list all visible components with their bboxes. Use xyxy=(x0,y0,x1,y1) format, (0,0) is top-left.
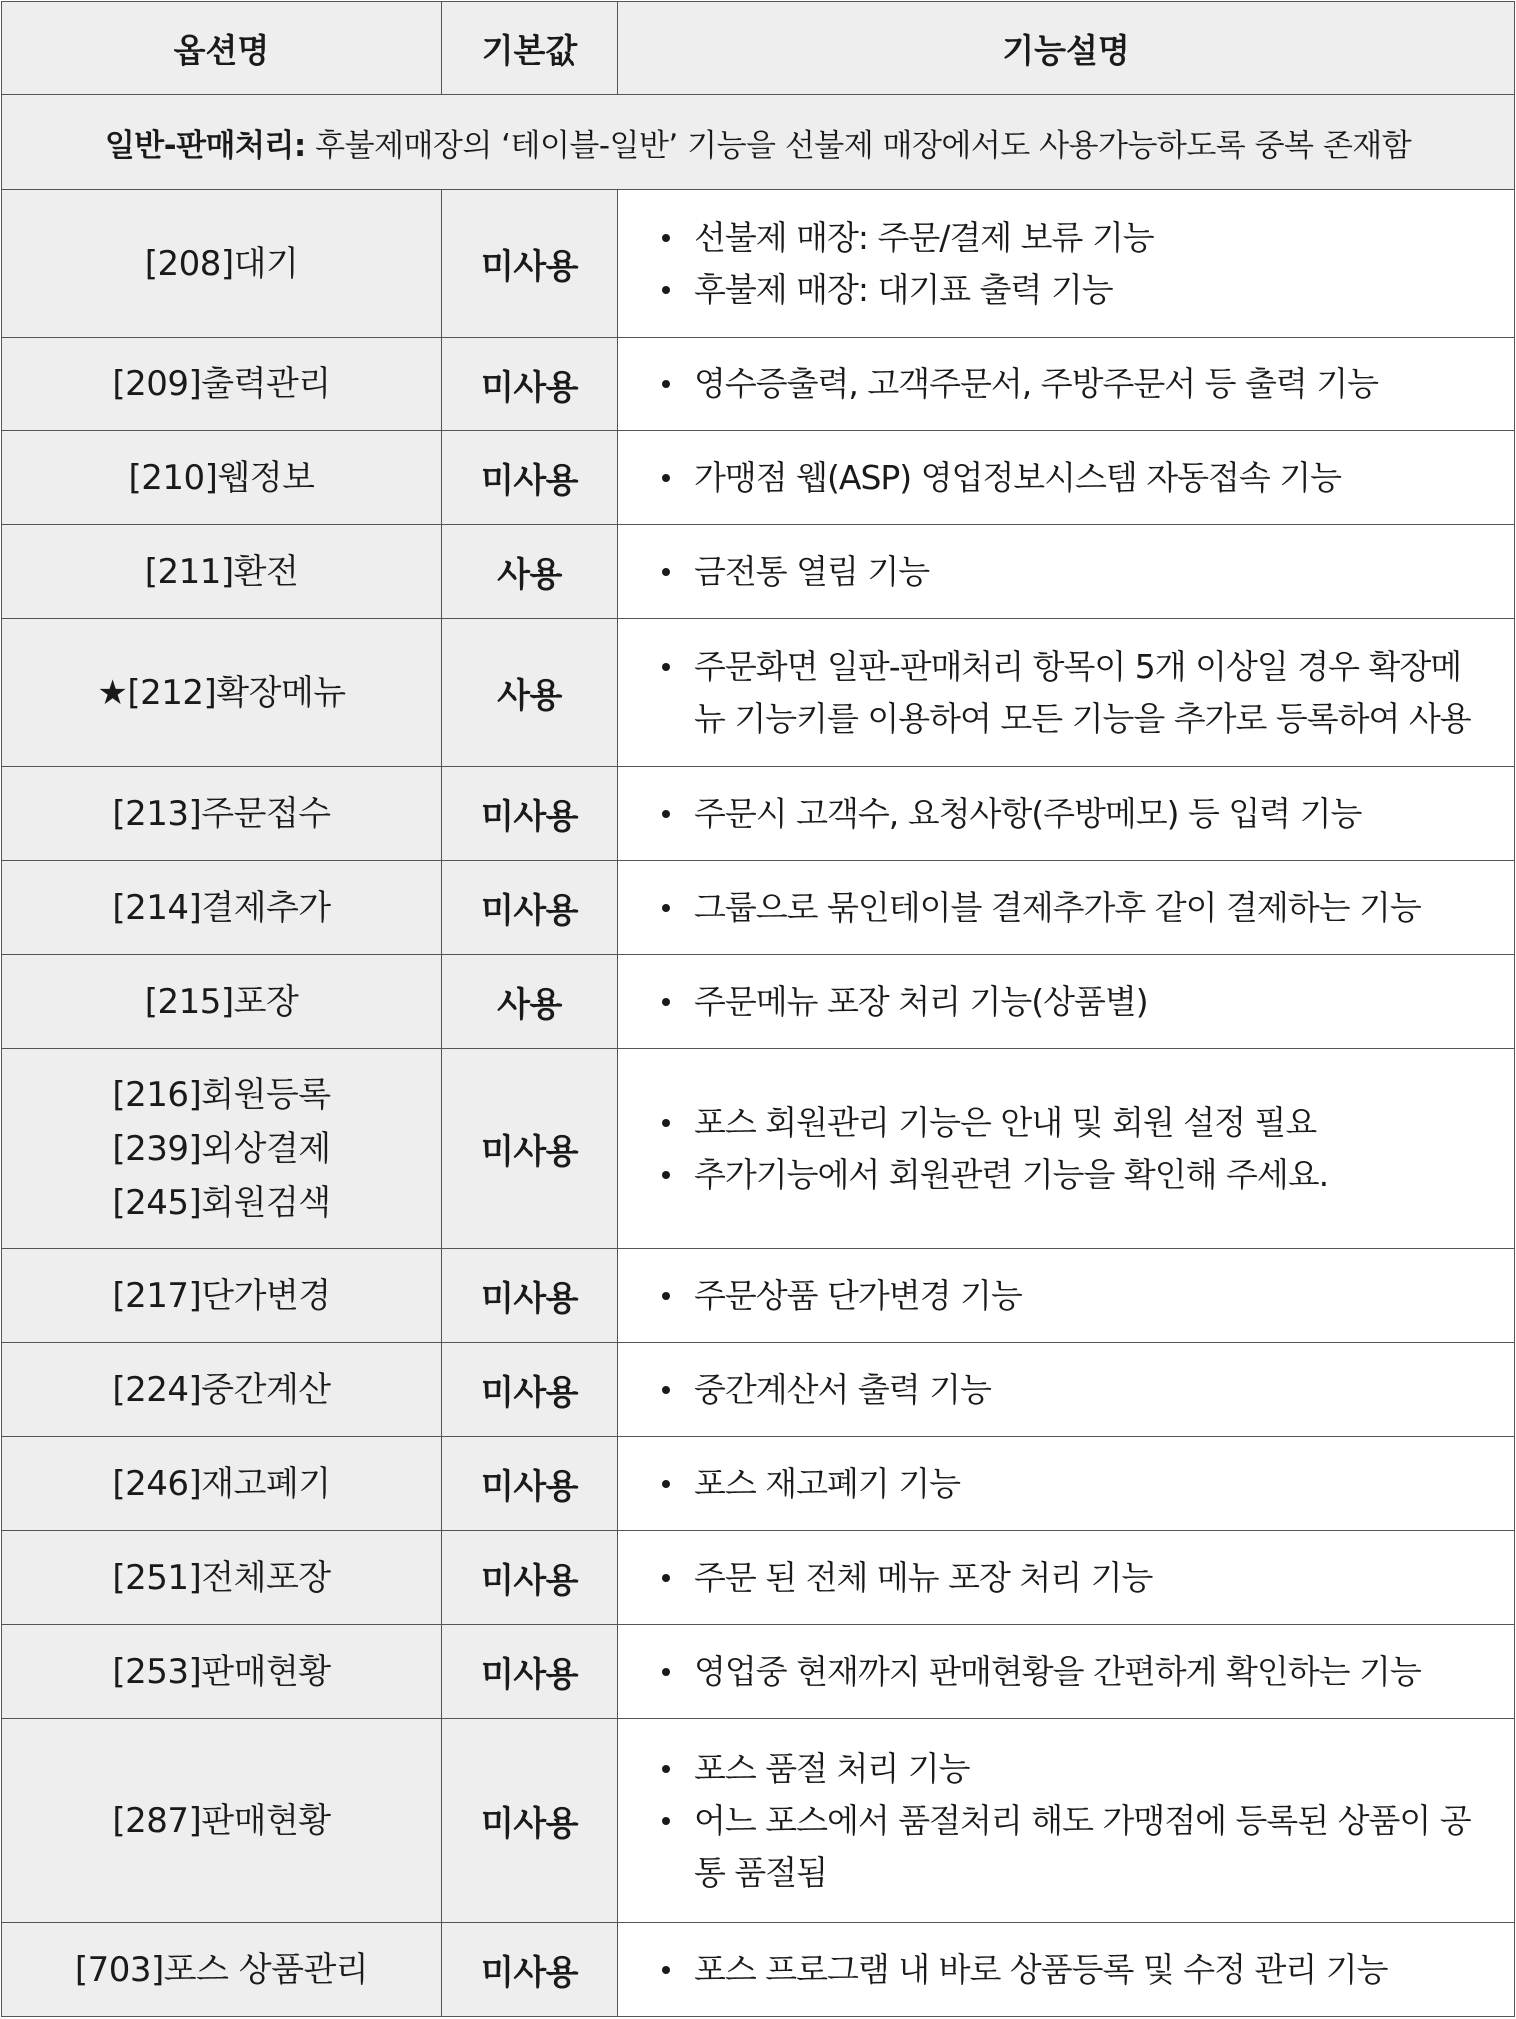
table-row xyxy=(2,338,1515,431)
description-cell xyxy=(618,338,1515,431)
table-row xyxy=(2,1625,1515,1719)
default-value-cell: 미사용 xyxy=(442,1719,618,1923)
section-label: 일반-판매처리: xyxy=(104,127,306,164)
description-cell xyxy=(618,619,1515,767)
description-item: 어느 포스에서 품절처리 해도 가맹점에 등록된 상품이 공통 품절됨 xyxy=(658,1795,1492,1899)
description-cell xyxy=(618,1249,1515,1343)
option-name-cell xyxy=(2,1923,442,2017)
option-name: [251]전체포장 xyxy=(112,1557,331,1598)
description-item: 중간계산서 출력 기능 xyxy=(658,1364,1492,1416)
description-list xyxy=(658,452,1492,504)
table-row xyxy=(2,1531,1515,1625)
description-list xyxy=(658,212,1492,316)
default-value-cell: 미사용 xyxy=(442,861,618,955)
table-row xyxy=(2,431,1515,525)
option-name: ★[212]확장메뉴 xyxy=(97,672,346,713)
table-row xyxy=(2,955,1515,1049)
table-row xyxy=(2,619,1515,767)
description-list xyxy=(658,546,1492,598)
description-cell xyxy=(618,1049,1515,1249)
option-name: [210]웹정보 xyxy=(128,457,315,498)
description-item: 포스 품절 처리 기능 xyxy=(658,1743,1492,1795)
table-row xyxy=(2,1343,1515,1437)
description-item: 주문화면 일판-판매처리 항목이 5개 이상일 경우 확장메뉴 기능키를 이용하여 모든 기능을 추가로 등록하여 사용 xyxy=(658,641,1492,745)
option-name: [287]판매현황 xyxy=(112,1800,331,1841)
option-name: [245]회원검색 xyxy=(112,1182,331,1223)
description-cell xyxy=(618,861,1515,955)
default-value-cell: 미사용 xyxy=(442,338,618,431)
description-item: 주문 된 전체 메뉴 포장 처리 기능 xyxy=(658,1552,1492,1604)
description-cell xyxy=(618,525,1515,619)
table-row xyxy=(2,861,1515,955)
option-name: [224]중간계산 xyxy=(112,1369,331,1410)
description-cell xyxy=(618,1343,1515,1437)
option-name-cell xyxy=(2,1625,442,1719)
description-cell xyxy=(618,1719,1515,1923)
default-value-cell: 미사용 xyxy=(442,1923,618,2017)
default-value-cell: 미사용 xyxy=(442,1625,618,1719)
description-item: 포스 재고폐기 기능 xyxy=(658,1458,1492,1510)
option-name-cell xyxy=(2,955,442,1049)
option-name: [246]재고폐기 xyxy=(112,1463,331,1504)
description-item: 포스 회원관리 기능은 안내 및 회원 설정 필요 xyxy=(658,1097,1492,1149)
description-item: 포스 프로그램 내 바로 상품등록 및 수정 관리 기능 xyxy=(658,1944,1492,1996)
description-item: 영수증출력, 고객주문서, 주방주문서 등 출력 기능 xyxy=(658,358,1492,410)
option-name-cell xyxy=(2,525,442,619)
description-list xyxy=(658,1458,1492,1510)
option-name: [703]포스 상품관리 xyxy=(74,1949,369,1990)
description-item: 주문시 고객수, 요청사항(주방메모) 등 입력 기능 xyxy=(658,788,1492,840)
default-value-cell: 미사용 xyxy=(442,431,618,525)
option-name: [213]주문접수 xyxy=(112,793,331,834)
description-cell xyxy=(618,431,1515,525)
description-cell xyxy=(618,1531,1515,1625)
description-item: 금전통 열림 기능 xyxy=(658,546,1492,598)
section-text: 후불제매장의 ‘테이블-일반’ 기능을 선불제 매장에서도 사용가능하도록 중복 존재함 xyxy=(305,127,1412,164)
header-description: 기능설명 xyxy=(618,2,1515,95)
description-list xyxy=(658,1743,1492,1899)
option-name-cell xyxy=(2,431,442,525)
default-value-cell: 미사용 xyxy=(442,1531,618,1625)
description-item: 가맹점 웹(ASP) 영업정보시스템 자동접속 기능 xyxy=(658,452,1492,504)
option-name: [208]대기 xyxy=(144,243,299,284)
description-item: 주문상품 단가변경 기능 xyxy=(658,1270,1492,1322)
default-value-cell: 사용 xyxy=(442,525,618,619)
option-name-cell xyxy=(2,1343,442,1437)
description-cell xyxy=(618,1923,1515,2017)
table-row xyxy=(2,1249,1515,1343)
description-item: 주문메뉴 포장 처리 기능(상품별) xyxy=(658,976,1492,1028)
option-name-cell xyxy=(2,1531,442,1625)
option-name-cell xyxy=(2,619,442,767)
description-list xyxy=(658,976,1492,1028)
options-table xyxy=(1,1,1515,2017)
description-item: 선불제 매장: 주문/결제 보류 기능 xyxy=(658,212,1492,264)
option-name-cell xyxy=(2,1249,442,1343)
default-value-cell: 미사용 xyxy=(442,190,618,338)
description-list xyxy=(658,882,1492,934)
description-list xyxy=(658,1097,1492,1201)
table-row xyxy=(2,525,1515,619)
description-list xyxy=(658,1646,1492,1698)
table-row xyxy=(2,767,1515,861)
description-cell xyxy=(618,767,1515,861)
description-list xyxy=(658,788,1492,840)
description-list xyxy=(658,1364,1492,1416)
description-item: 후불제 매장: 대기표 출력 기능 xyxy=(658,264,1492,316)
description-cell xyxy=(618,1625,1515,1719)
option-name-cell xyxy=(2,1437,442,1531)
default-value-cell: 사용 xyxy=(442,955,618,1049)
option-name: [211]환전 xyxy=(144,551,299,592)
option-name: [217]단가변경 xyxy=(112,1275,331,1316)
option-name: [209]출력관리 xyxy=(112,364,331,404)
option-name: [215]포장 xyxy=(144,981,299,1022)
option-name-cell xyxy=(2,1049,442,1249)
table-row xyxy=(2,1923,1515,2017)
description-cell xyxy=(618,955,1515,1049)
header-row xyxy=(2,2,1515,95)
description-item: 그룹으로 묶인테이블 결제추가후 같이 결제하는 기능 xyxy=(658,882,1492,934)
option-name-cell xyxy=(2,190,442,338)
description-list xyxy=(658,1944,1492,1996)
table-row xyxy=(2,1437,1515,1531)
table-row xyxy=(2,1049,1515,1249)
header-default-value: 기본값 xyxy=(442,2,618,95)
header-option-name: 옵션명 xyxy=(2,2,442,95)
option-name: [239]외상결제 xyxy=(112,1128,331,1169)
default-value-cell: 미사용 xyxy=(442,767,618,861)
table-row xyxy=(2,1719,1515,1923)
option-name-cell xyxy=(2,338,442,431)
description-list xyxy=(658,641,1492,745)
option-name: [253]판매현황 xyxy=(112,1651,331,1692)
table-row xyxy=(2,190,1515,338)
description-list xyxy=(658,358,1492,410)
option-name-cell xyxy=(2,861,442,955)
description-cell xyxy=(618,190,1515,338)
description-cell xyxy=(618,1437,1515,1531)
default-value-cell: 미사용 xyxy=(442,1049,618,1249)
section-cell xyxy=(2,95,1515,190)
description-list xyxy=(658,1270,1492,1322)
option-name: [216]회원등록 xyxy=(112,1074,331,1115)
default-value-cell: 미사용 xyxy=(442,1343,618,1437)
description-item: 영업중 현재까지 판매현황을 간편하게 확인하는 기능 xyxy=(658,1646,1492,1698)
description-item: 추가기능에서 회원관련 기능을 확인해 주세요. xyxy=(658,1149,1492,1201)
default-value-cell: 미사용 xyxy=(442,1249,618,1343)
option-name-cell xyxy=(2,767,442,861)
default-value-cell: 사용 xyxy=(442,619,618,767)
default-value-cell: 미사용 xyxy=(442,1437,618,1531)
section-row xyxy=(2,95,1515,190)
option-name: [214]결제추가 xyxy=(112,887,331,928)
description-list xyxy=(658,1552,1492,1604)
option-name-cell xyxy=(2,1719,442,1923)
